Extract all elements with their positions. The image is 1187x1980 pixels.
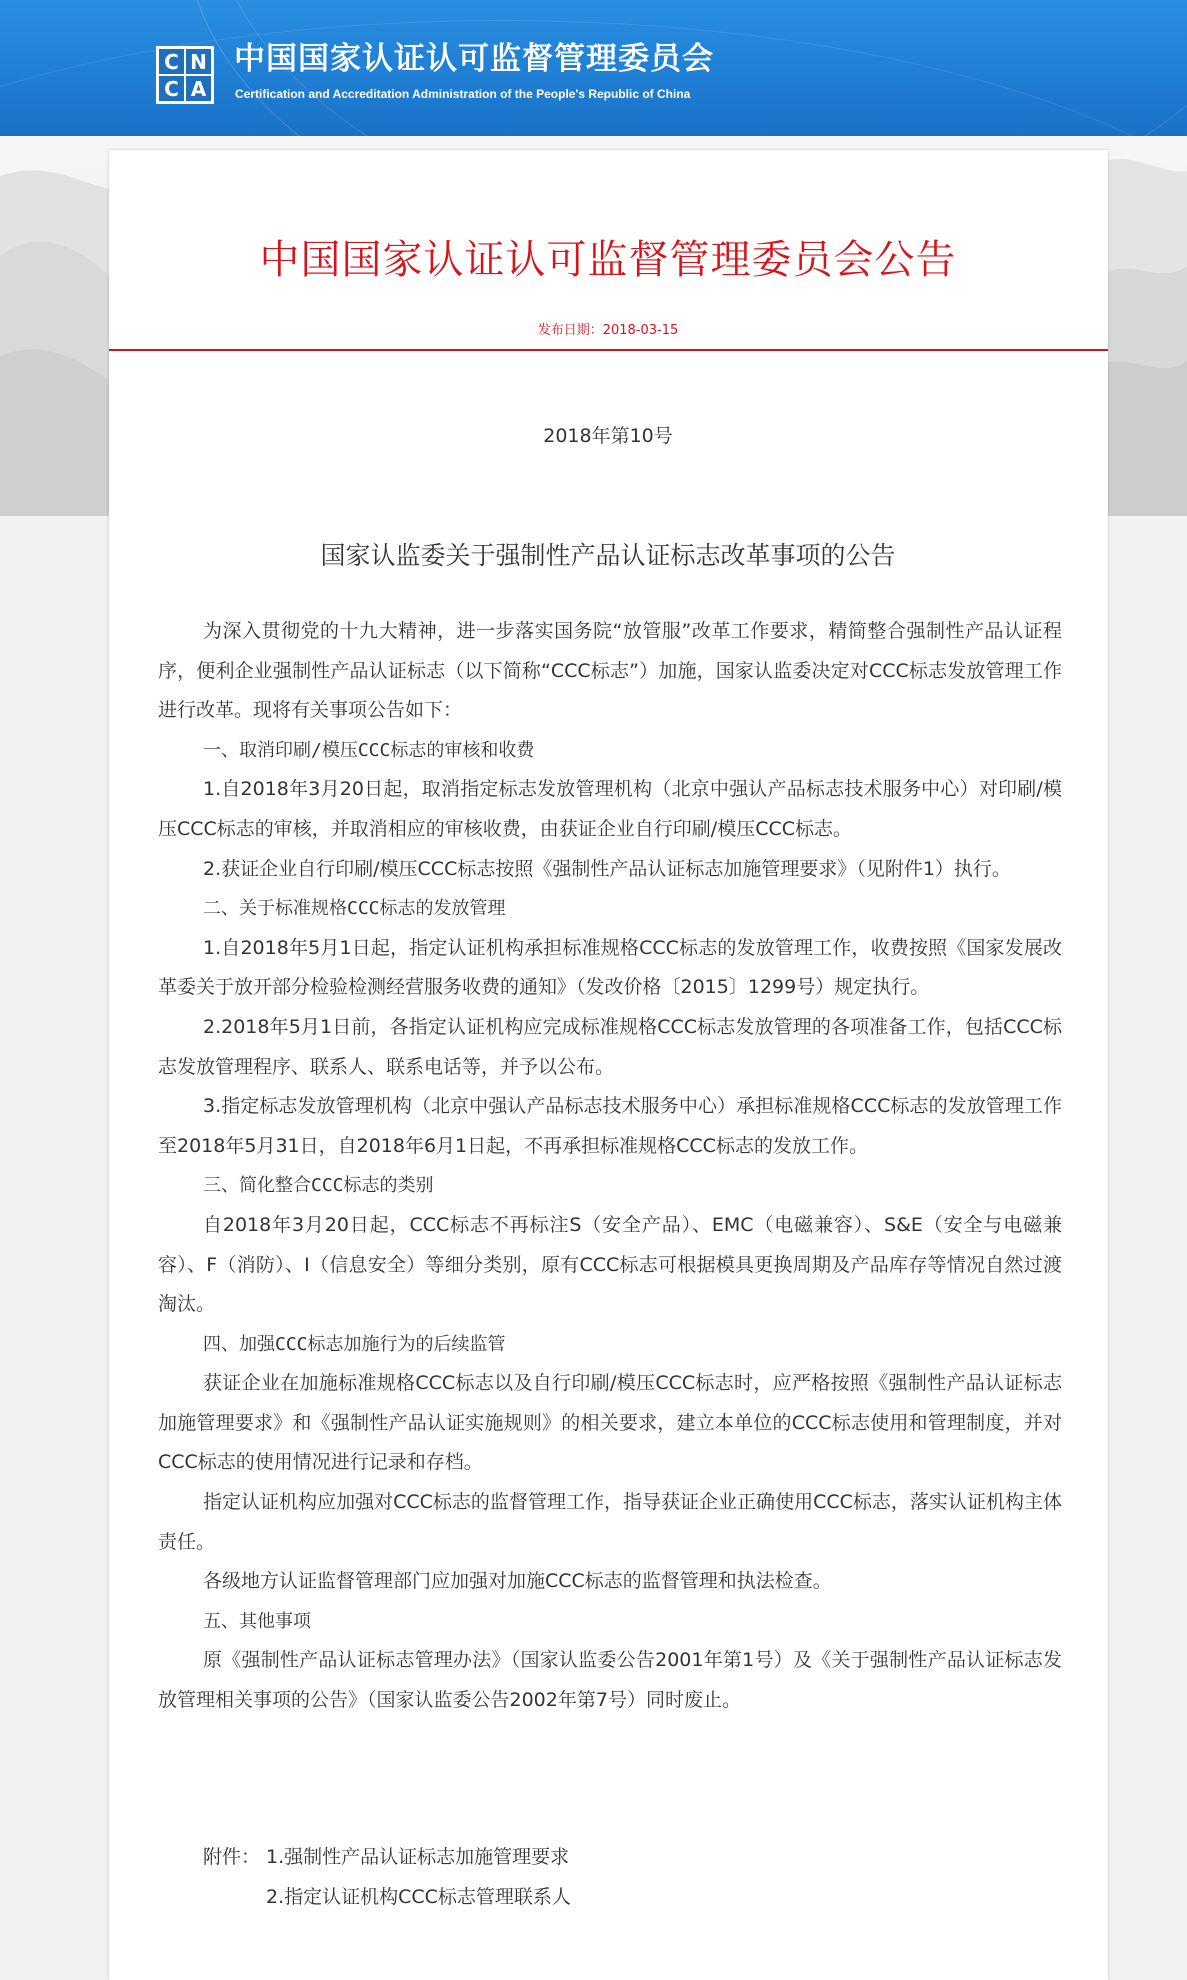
section-heading: 一、取消印刷/模压CCC标志的审核和收费 [203, 739, 535, 761]
paragraph: 获证企业在加施标准规格CCC标志以及自行印刷/模压CCC标志时，应严格按照《强制性产品认证标志加施管理要求》和《强制性产品认证实施规则》的相关要求，建立本单位的CCC标志使用和管理制度，并对CCC标志的使用情况进行记录和存档。 [158, 1372, 1062, 1474]
paragraph: 原《强制性产品认证标志管理办法》（国家认监委公告2001年第1号）及《关于强制性产品认证标志发放管理相关事项的公告》（国家认监委公告2002年第7号）同时废止。 [158, 1649, 1062, 1712]
paragraph: 各级地方认证监督管理部门应加强对加施CCC标志的监督管理和执法检查。 [203, 1570, 832, 1593]
paragraph: 指定认证机构应加强对CCC标志的监督管理工作，指导获证企业正确使用CCC标志，落实认证机构主体责任。 [158, 1491, 1062, 1553]
title-divider [109, 349, 1108, 351]
paragraph: 2.2018年5月1日前，各指定认证机构应完成标准规格CCC标志发放管理的各项准备工作，包括CCC标志发放管理程序、联系人、联系电话等，并予以公布。 [158, 1015, 1062, 1078]
paragraph: 1.自2018年5月1日起，指定认证机构承担标准规格CCC标志的发放管理工作，收费按照《国家发展改革委关于放开部分检验检测经营服务收费的通知》（发改价格〔2015〕1299号）规定执行。 [158, 936, 1062, 999]
cnca-logo[interactable] [156, 46, 214, 104]
attachment-link[interactable]: 1.强制性产品认证标志加施管理要求 [266, 1846, 570, 1868]
paragraph: 2.获证企业自行印刷/模压CCC标志按照《强制性产品认证标志加施管理要求》（见附件1）执行。 [203, 857, 1011, 880]
site-title[interactable]: 中国国家认证认可监督管理委员会 [234, 41, 714, 77]
logo-letter: N [186, 49, 211, 74]
section-heading: 二、关于标准规格CCC标志的发放管理 [203, 898, 506, 920]
article-body [158, 612, 1062, 1721]
logo-letter: C [159, 76, 184, 101]
article-title: 中国国家认证认可监督管理委员会公告 [259, 237, 957, 283]
logo-letter: C [159, 49, 184, 74]
attachment-link[interactable]: 2.指定认证机构CCC标志管理联系人 [266, 1886, 571, 1908]
paragraph: 为深入贯彻党的十九大精神，进一步落实国务院“放管服”改革工作要求，精简整合强制性产品认证程序，便利企业强制性产品认证标志（以下简称“CCC标志”）加施，国家认监委决定对CCC标志发放管理工作进行改革。现将有关事项公告如下： [158, 620, 1062, 722]
paragraph: 3.指定标志发放管理机构（北京中强认产品标志技术服务中心）承担标准规格CCC标志的发放管理工作至2018年5月31日，自2018年6月1日起，不再承担标准规格CCC标志的发放工作。 [158, 1095, 1062, 1157]
section-heading: 五、其他事项 [203, 1610, 311, 1632]
document-number: 2018年第10号 [543, 425, 673, 447]
paragraph: 1.自2018年3月20日起，取消指定标志发放管理机构（北京中强认产品标志技术服务中心）对印刷/模压CCC标志的审核，并取消相应的审核收费，由获证企业自行印刷/模压CCC标志。 [158, 778, 1062, 840]
publish-date: 发布日期：2018-03-15 [537, 323, 679, 338]
logo-letter: A [186, 76, 211, 101]
paragraph: 自2018年3月20日起，CCC标志不再标注S（安全产品）、EMC（电磁兼容）、S&E（安全与电磁兼容）、F（消防）、I（信息安全）等细分类别，原有CCC标志可根据模具更换周期及产品库存等情况自然过渡淘汰。 [158, 1213, 1062, 1316]
attachments [203, 1837, 903, 1917]
notice-heading: 国家认监委关于强制性产品认证标志改革事项的公告 [320, 541, 896, 570]
section-heading: 四、加强CCC标志加施行为的后续监管 [203, 1333, 506, 1355]
attachments-label: 附件： [203, 1846, 261, 1868]
site-subtitle: Certification and Accreditation Administration of the People's Republic of China [235, 87, 691, 101]
section-heading: 三、简化整合CCC标志的类别 [203, 1175, 434, 1197]
site-header [0, 0, 1187, 136]
